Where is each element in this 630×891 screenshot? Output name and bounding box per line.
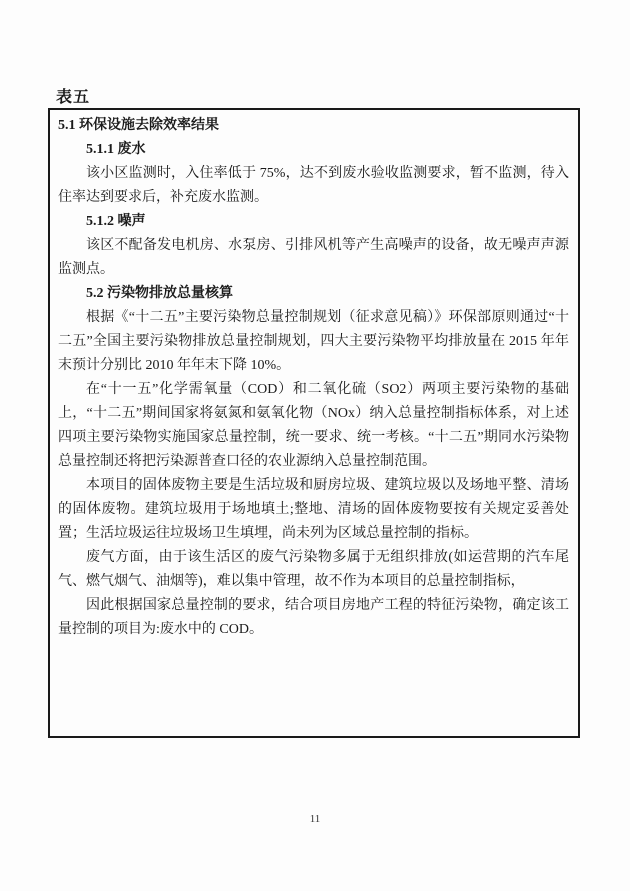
section-heading-5-2: 5.2 污染物排放总量核算 bbox=[86, 286, 233, 301]
page-number: 11 bbox=[309, 813, 321, 825]
paragraph-solid-waste: 本项目的固体废物主要是生活垃圾和厨房垃圾、建筑垃圾以及场地平整、清场的固体废物。建筑垃圾用于场地填土;整地、清场的固体废物要按有关规定妥善处置；生活垃圾运往垃圾场卫生填埋，尚未列为区域总量控制的指标。 bbox=[58, 478, 569, 541]
section-heading-5-1-1: 5.1.1 废水 bbox=[86, 142, 146, 157]
paragraph-wastewater: 该小区监测时，入住率低于 75%，达不到废水验收监测要求，暂不监测，待入住率达到要求后，补充废水监测。 bbox=[58, 166, 569, 205]
paragraph-noise: 该区不配备发电机房、水泵房、引排风机等产生高噪声的设备，故无噪声声源监测点。 bbox=[58, 238, 569, 277]
paragraph-plan: 根据《“十二五”主要污染物总量控制规划（征求意见稿）》环保部原则通过“十二五”全国主要污染物排放总量控制规划，四大主要污染物平均排放量在 2015 年年末预计分别比 2010 年年末下降 10%。 bbox=[58, 310, 569, 373]
section-heading-5-1-2: 5.1.2 噪声 bbox=[86, 214, 146, 229]
content-border-box bbox=[48, 108, 580, 738]
paragraph-conclusion: 因此根据国家总量控制的要求，结合项目房地产工程的特征污染物，确定该工量控制的项目为:废水中的 COD。 bbox=[58, 598, 569, 637]
paragraph-waste-gas: 废气方面，由于该生活区的废气污染物多属于无组织排放(如运营期的汽车尾气、燃气烟气、油烟等)，难以集中管理，故不作为本项目的总量控制指标， bbox=[58, 550, 569, 589]
section-heading-5-1: 5.1 环保设施去除效率结果 bbox=[58, 118, 219, 133]
paragraph-pollutants: 在“十一五”化学需氧量（COD）和二氧化硫（SO2）两项主要污染物的基础上，“十二五”期间国家将氨氮和氨氧化物（NOx）纳入总量控制指标体系，对上述四项主要污染物实施国家总量控制，统一要求、统一考核。“十二五”期同水污染物总量控制还将把污染源普查口径的农业源纳入总量控制范围。 bbox=[58, 382, 569, 469]
table-number-label: 表五 bbox=[56, 89, 91, 106]
